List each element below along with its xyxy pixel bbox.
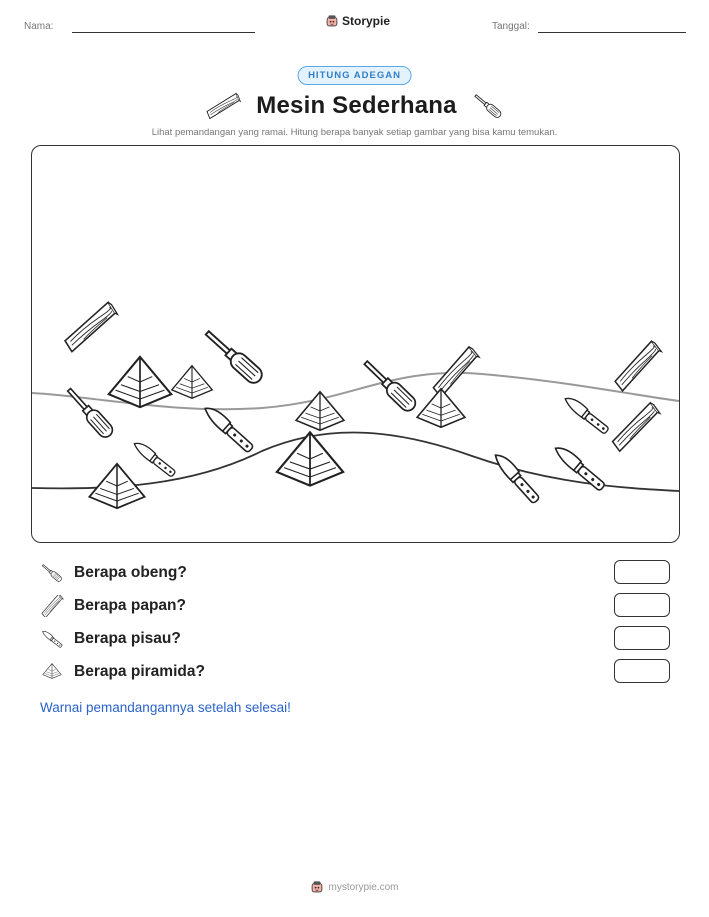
question-plank [38, 595, 186, 617]
knife-icon [38, 628, 66, 650]
scene-knife [491, 451, 541, 505]
question-pyramid [38, 661, 205, 683]
question-screwdriver [38, 562, 187, 584]
scene-knife [132, 439, 177, 478]
scene-pyramid [89, 464, 144, 508]
scene-pyramid [277, 432, 343, 485]
counting-scene [31, 145, 680, 543]
scene-screwdriver [64, 385, 116, 440]
name-line[interactable] [72, 32, 255, 33]
page-title: Mesin Sederhana [256, 92, 457, 119]
coloring-note: Warnai pemandangannya setelah selesai! [40, 700, 291, 715]
brand-name: Storypie [342, 14, 391, 28]
plank-icon [203, 90, 244, 122]
scene-knife [202, 403, 256, 453]
answer-box-plank[interactable] [614, 593, 670, 617]
question-text: Berapa pisau? [74, 630, 181, 647]
question-text: Berapa papan? [74, 597, 186, 614]
scene-illustration [32, 146, 679, 542]
screwdriver-icon [38, 562, 66, 584]
answer-box-knife[interactable] [614, 626, 670, 650]
footer-url[interactable]: mystorypie.com [328, 881, 399, 893]
screwdriver-icon [470, 90, 505, 123]
date-label: Tanggal: [492, 21, 530, 32]
scene-knife [562, 394, 610, 435]
mascot-icon [310, 880, 324, 894]
question-text: Berapa obeng? [74, 564, 187, 581]
mascot-icon [325, 14, 339, 28]
footer [0, 880, 709, 894]
scene-pyramid [172, 366, 212, 399]
scene-plank [430, 346, 481, 397]
title-row [0, 92, 709, 120]
plank-icon [38, 595, 66, 617]
date-line[interactable] [538, 32, 686, 33]
answer-box-screwdriver[interactable] [614, 560, 670, 584]
pyramid-icon [38, 661, 66, 683]
scene-plank [62, 302, 120, 352]
activity-badge: HITUNG ADEGAN [297, 66, 412, 85]
scene-screwdriver [202, 327, 265, 386]
question-text: Berapa piramida? [74, 663, 205, 680]
scene-pyramid [296, 392, 344, 430]
answer-box-pyramid[interactable] [614, 659, 670, 683]
scene-plank [609, 402, 661, 451]
scene-pyramid [417, 389, 465, 427]
brand-logo [325, 14, 390, 28]
scene-knife [552, 443, 607, 492]
question-knife [38, 628, 181, 650]
instructions: Lihat pemandangan yang ramai. Hitung berapa banyak setiap gambar yang bisa kamu temukan. [151, 127, 558, 138]
name-label: Nama: [24, 21, 54, 32]
scene-plank [612, 340, 663, 390]
scene-pyramid [109, 357, 172, 407]
